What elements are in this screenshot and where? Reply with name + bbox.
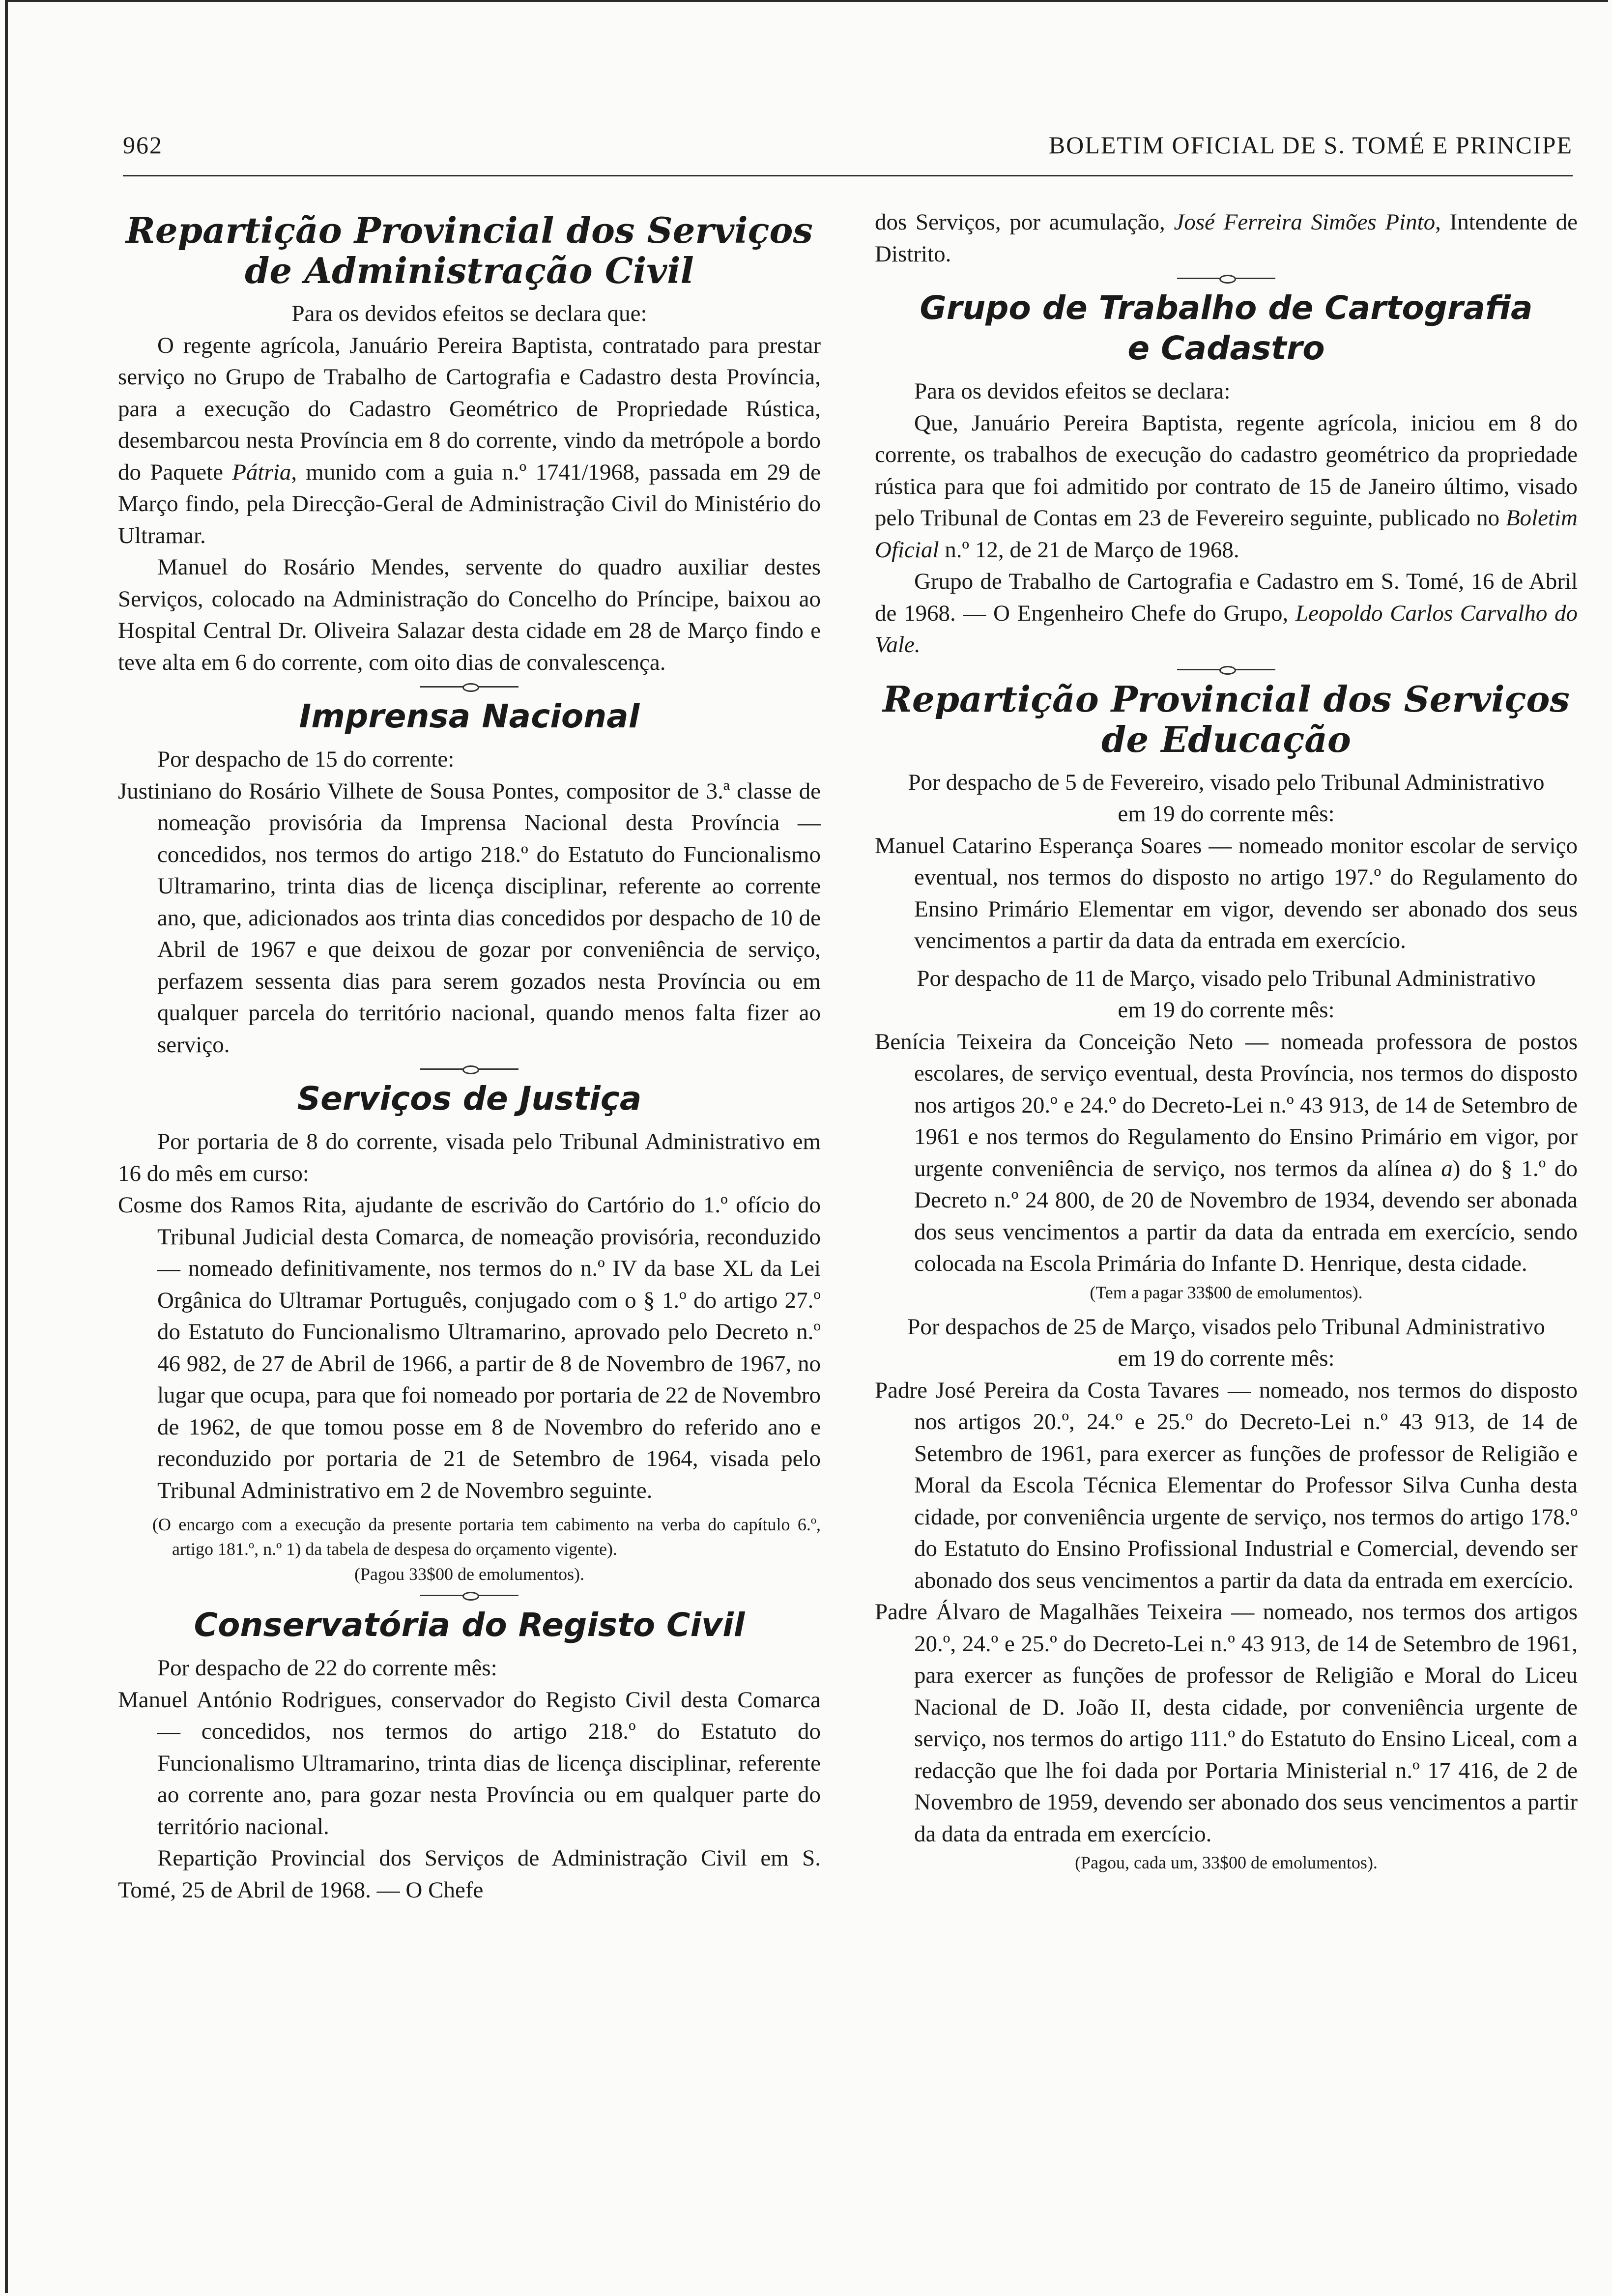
- section-title-administracao-civil: Repartição Provincial dos Serviços de Administração Civil: [126, 209, 813, 291]
- section-intro: Por despachos de 25 de Março, visados pelo Tribunal Administrativo em 19 do corrente mês:: [907, 1314, 1545, 1371]
- right-column: [875, 206, 1578, 1875]
- left-column: [118, 206, 821, 1906]
- paragraph: Padre Álvaro de Magalhães Teixeira — nomeado, nos termos dos artigos 20.º, 24.º e 25.º do Decreto-Lei n.º 43 913, de 14 de Setembro de 1961, para exercer as funções de professor de Religião e Moral do Liceu Nacional de D. João II, desta cidade, por conveniência urgente de serviço, nos termos do artigo 111.º do Estatuto do Ensino Liceal, com a redacção que lhe foi dada por Portaria Ministerial n.º 17 416, de 2 de Novembro de 1959, devendo ser abonado dos seus vencimentos a partir da data da entrada em exercício.: [875, 1599, 1578, 1847]
- section-intro: Para os devidos efeitos se declara:: [914, 378, 1231, 404]
- paragraph: Manuel do Rosário Mendes, servente do quadro auxiliar destes Serviços, colocado na Administração do Concelho do Príncipe, baixou ao Hospital Central Dr. Oliveira Salazar desta cidade em 28 de Março findo e teve alta em 6 do corrente, com oito dias de convalescença.: [118, 554, 821, 675]
- paragraph: Que, Januário Pereira Baptista, regente agrícola, iniciou em 8 do corrente, os trabalhos de execução do cadastro geométrico da propriedade rústica para que foi admitido por contrato de 15 de Janeiro último, visado pelo Tribunal de Contas em 23 de Fevereiro seguinte, publicado no Boletim Oficial n.º 12, de 21 de Março de 1968.: [875, 410, 1578, 563]
- running-head: [123, 123, 1573, 167]
- signature-paragraph: Grupo de Trabalho de Cartografia e Cadastro em S. Tomé, 16 de Abril de 1968. — O Engenheiro Chefe do Grupo, Leopoldo Carlos Carvalho do Vale.: [875, 569, 1578, 658]
- emoluments-note: (Tem a pagar 33$00 de emolumentos).: [1090, 1282, 1363, 1302]
- section-intro: Por portaria de 8 do corrente, visada pelo Tribunal Administrativo em 16 do mês em curso:: [118, 1129, 821, 1186]
- emoluments-note: (Pagou, cada um, 33$00 de emolumentos).: [1075, 1853, 1378, 1872]
- paragraph: Benícia Teixeira da Conceição Neto — nomeada professora de postos escolares, de serviço eventual, desta Província, nos termos do disposto nos artigos 20.º e 24.º do Decreto-Lei n.º 43 913, de 14 de Setembro de 1961 e nos termos do Regulamento do Ensino Primário em vigor, por urgente conveniência de serviço, nos termos da alínea a) do § 1.º do Decreto n.º 24 800, de 20 de Novembro de 1934, devendo ser abonada dos seus vencimentos a partir da data da entrada em exercício, sendo colocada na Escola Primária do Infante D. Henrique, desta cidade.: [875, 1029, 1578, 1276]
- section-intro: Para os devidos efeitos se declara que:: [291, 301, 647, 326]
- section-title-registo-civil: Conservatória do Registo Civil: [194, 1606, 745, 1644]
- section-intro: Por despacho de 5 de Fevereiro, visado pelo Tribunal Administrativo em 19 do corrente mês:: [908, 769, 1545, 827]
- header-rule: [123, 175, 1573, 176]
- paragraph: Padre José Pereira da Costa Tavares — nomeado, nos termos do disposto nos artigos 20.º, 24.º e 25.º do Decreto-Lei n.º 43 913, de 14 de Setembro de 1961, para exercer as funções de professor de Religião e Moral da Escola Técnica Elementar do Professor Silva Cunha desta cidade, por conveniência urgente de serviço, nos termos do artigo 178.º do Estatuto do Ensino Profissional Industrial e Comercial, devendo ser abonado dos seus vencimentos a partir da data da entrada em exercício.: [875, 1377, 1578, 1593]
- section-title-imprensa-nacional: Imprensa Nacional: [299, 697, 640, 735]
- emoluments-note: (Pagou 33$00 de emolumentos).: [354, 1564, 584, 1584]
- paragraph: Justiniano do Rosário Vilhete de Sousa Pontes, compositor de 3.ª classe de nomeação provisória da Imprensa Nacional desta Província — concedidos, nos termos do artigo 218.º do Estatuto do Funcionalismo Ultramarino, trinta dias de licença disciplinar, referente ao corrente ano, que, adicionados aos trinta dias concedidos por despacho de 10 de Abril de 1967 e que deixou de gozar por conveniência de serviço, perfazem sessenta dias para serem gozados nesta Província ou em qualquer parcela do território nacional, quando menos falta fizer ao serviço.: [118, 778, 821, 1058]
- page-number: 962: [123, 131, 163, 159]
- section-separator: [420, 686, 518, 688]
- section-intro: Por despacho de 22 do corrente mês:: [157, 1655, 497, 1681]
- section-title-servicos-justica: Serviços de Justiça: [297, 1080, 642, 1118]
- publication-title: BOLETIM OFICIAL DE S. TOMÉ E PRINCIPE: [1048, 131, 1573, 159]
- section-separator: [420, 1068, 518, 1070]
- continued-paragraph: dos Serviços, por acumulação, José Ferreira Simões Pinto, Intendente de Distrito.: [875, 209, 1578, 267]
- paragraph: Manuel Catarino Esperança Soares — nomeado monitor escolar de serviço eventual, nos termos do disposto no artigo 197.º do Regulamento do Ensino Primário Elementar em vigor, devendo ser abonado dos seus vencimentos a partir da data da entrada em exercício.: [875, 832, 1578, 953]
- paragraph: Manuel António Rodrigues, conservador do Registo Civil desta Comarca — concedidos, nos termos do artigo 218.º do Estatuto do Funcionalismo Ultramarino, trinta dias de licença disciplinar, referente ao corrente ano, para gozar nesta Província ou em qualquer parte do território nacional.: [118, 1687, 821, 1839]
- signature-paragraph: Repartição Provincial dos Serviços de Administração Civil em S. Tomé, 25 de Abril de 1968. — O Chefe: [118, 1845, 821, 1903]
- footnote: (O encargo com a execução da presente portaria tem cabimento na verba do capítulo 6.º, artigo 181.º, n.º 1) da tabela de despesa do orçamento vigente).: [152, 1515, 821, 1559]
- section-separator: [1177, 278, 1275, 279]
- section-intro: Por despacho de 15 do corrente:: [157, 746, 455, 772]
- section-separator: [420, 1595, 518, 1596]
- paragraph: Cosme dos Ramos Rita, ajudante de escrivão do Cartório do 1.º ofício do Tribunal Judicial desta Comarca, de nomeação provisória, reconduzido — nomeado definitivamente, nos termos do n.º IV da base XL da Lei Orgânica do Ultramar Português, conjugado com o § 1.º do artigo 27.º do Estatuto do Funcionalismo Ultramarino, aprovado pelo Decreto n.º 46 982, de 27 de Abril de 1966, a partir de 8 de Novembro de 1967, no lugar que ocupa, para que foi nomeado por portaria de 22 de Novembro de 1962, de que tomou posse em 8 de Novembro do referido ano e reconduzido por portaria de 21 de Setembro de 1964, visada pelo Tribunal Administrativo em 2 de Novembro seguinte.: [118, 1192, 821, 1503]
- section-intro: Por despacho de 11 de Março, visado pelo Tribunal Administrativo em 19 do corrente mês:: [917, 965, 1536, 1023]
- section-title-cartografia: Grupo de Trabalho de Cartografia e Cadastro: [920, 289, 1533, 367]
- section-title-educacao: Repartição Provincial dos Serviços de Educação: [883, 678, 1570, 760]
- section-separator: [1177, 669, 1275, 670]
- paragraph: O regente agrícola, Januário Pereira Baptista, contratado para prestar serviço no Grupo de Trabalho de Cartografia e Cadastro desta Província, para a execução do Cadastro Geométrico de Propriedade Rústica, desembarcou nesta Província em 8 do corrente, vindo da metrópole a bordo do Paquete Pátria, munido com a guia n.º 1741/1968, passada em 29 de Março findo, pela Direcção-Geral de Administração Civil do Ministério do Ultramar.: [118, 332, 821, 548]
